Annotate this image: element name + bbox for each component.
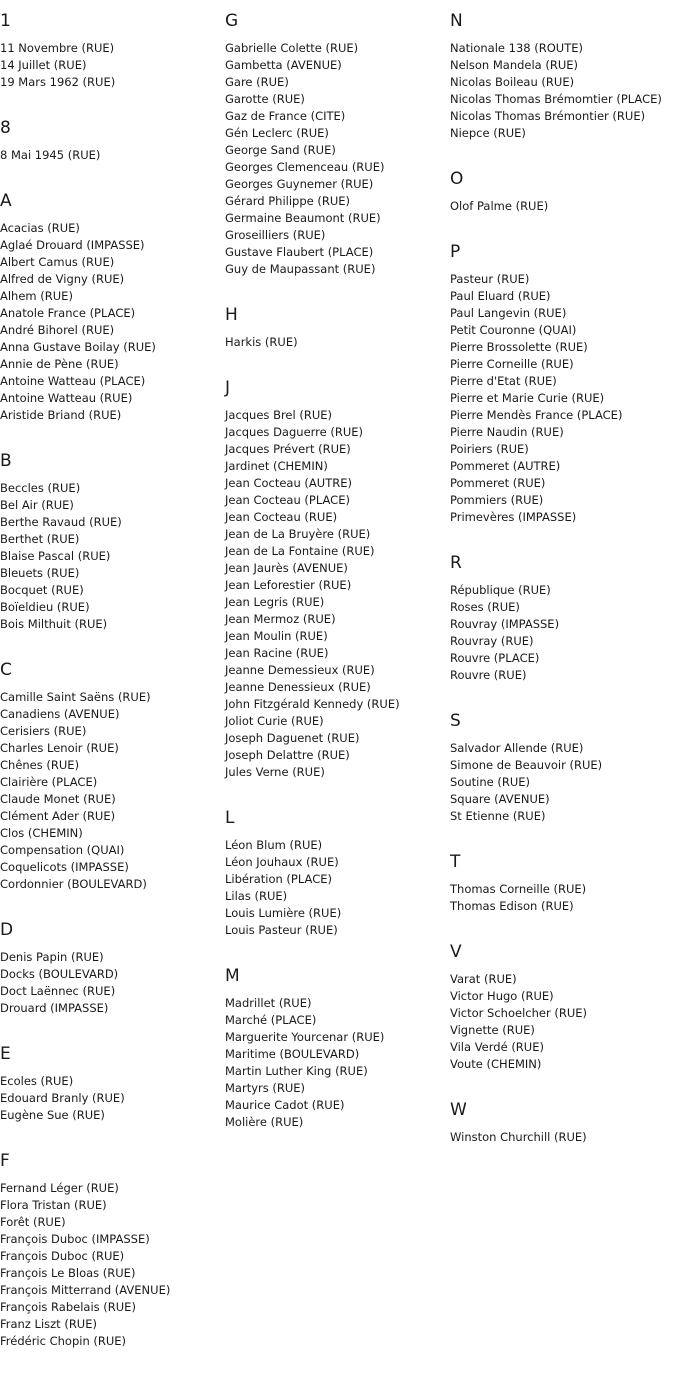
street-link[interactable]: Nicolas Thomas Brémontier (RUE) [450, 109, 646, 123]
street-link[interactable]: François Le Bloas (RUE) [0, 1266, 136, 1280]
street-link[interactable]: Gustave Flaubert (PLACE) [225, 245, 374, 259]
letter-heading: L [225, 808, 235, 828]
street-link[interactable]: Jacques Daguerre (RUE) [225, 425, 364, 439]
street-link[interactable]: Germaine Beaumont (RUE) [225, 211, 381, 225]
street-link[interactable]: Madrillet (RUE) [225, 996, 312, 1010]
letter-heading: N [450, 11, 463, 31]
letter-group [0, 450, 225, 633]
street-link[interactable]: Winston Churchill (RUE) [450, 1130, 587, 1144]
street-link[interactable]: Rouvray (RUE) [450, 634, 534, 648]
street-link[interactable]: John Fitzgérald Kennedy (RUE) [225, 697, 400, 711]
street-link[interactable]: Vila Verdé (RUE) [450, 1040, 544, 1054]
street-link[interactable]: Frédéric Chopin (RUE) [0, 1334, 127, 1348]
street-link[interactable]: Aristide Briand (RUE) [0, 408, 122, 422]
street-link[interactable]: Jean Legris (RUE) [225, 595, 325, 609]
street-link[interactable]: Clément Ader (RUE) [0, 809, 116, 823]
street-list [450, 271, 675, 526]
letter-heading: W [450, 1100, 467, 1120]
street-link[interactable]: Beccles (RUE) [0, 481, 81, 495]
letter-group [0, 117, 225, 164]
street-link[interactable]: Louis Pasteur (RUE) [225, 923, 338, 937]
street-link[interactable]: Acacias (RUE) [0, 221, 80, 235]
street-list [0, 949, 225, 1017]
street-link[interactable]: Jean Cocteau (AUTRE) [225, 476, 352, 490]
street-link[interactable]: Gabrielle Colette (RUE) [225, 41, 359, 55]
street-link[interactable]: Cerisiers (RUE) [0, 724, 87, 738]
street-link[interactable]: Marguerite Yourcenar (RUE) [225, 1030, 385, 1044]
letter-heading: J [225, 378, 231, 398]
street-link[interactable]: République (RUE) [450, 583, 551, 597]
street-link[interactable]: Gérard Philippe (RUE) [225, 194, 351, 208]
street-list [225, 407, 450, 781]
street-list [450, 198, 675, 215]
street-link[interactable]: Guy de Maupassant (RUE) [225, 262, 376, 276]
street-list [450, 740, 675, 825]
letter-group [450, 10, 675, 142]
street-link[interactable]: François Rabelais (RUE) [0, 1300, 136, 1314]
letter-group [0, 919, 225, 1017]
letter-heading: 1 [0, 11, 11, 31]
letter-heading: T [450, 852, 461, 872]
street-link[interactable]: Léon Blum (RUE) [225, 838, 323, 852]
letter-group [225, 965, 450, 1131]
street-link[interactable]: Jeanne Denessieux (RUE) [225, 680, 371, 694]
street-link[interactable]: Jacques Brel (RUE) [225, 408, 333, 422]
street-link[interactable]: Chênes (RUE) [0, 758, 80, 772]
street-link[interactable]: Alfred de Vigny (RUE) [0, 272, 125, 286]
street-link[interactable]: Jardinet (CHEMIN) [225, 459, 328, 473]
street-link[interactable]: Voute (CHEMIN) [450, 1057, 542, 1071]
street-link[interactable]: Marché (PLACE) [225, 1013, 317, 1027]
street-list [0, 40, 225, 91]
street-link[interactable]: Bois Milthuit (RUE) [0, 617, 108, 631]
letter-group [0, 1150, 225, 1350]
street-link[interactable]: Primevères (IMPASSE) [450, 510, 577, 524]
street-link[interactable]: Joliot Curie (RUE) [225, 714, 324, 728]
street-link[interactable]: Fernand Léger (RUE) [0, 1181, 119, 1195]
street-link[interactable]: Annie de Pène (RUE) [0, 357, 119, 371]
street-link[interactable]: Anatole France (PLACE) [0, 306, 136, 320]
street-link[interactable]: Alhem (RUE) [0, 289, 73, 303]
letter-heading: O [450, 169, 464, 189]
street-link[interactable]: François Mitterrand (AVENUE) [0, 1283, 171, 1297]
letter-heading: F [0, 1151, 10, 1171]
street-link[interactable]: Jean Racine (RUE) [225, 646, 329, 660]
street-link[interactable]: Pierre Naudin (RUE) [450, 425, 564, 439]
letter-heading: E [0, 1044, 11, 1064]
street-link[interactable]: Molière (RUE) [225, 1115, 304, 1129]
street-link[interactable]: Martyrs (RUE) [225, 1081, 306, 1095]
street-link[interactable]: Berthe Ravaud (RUE) [0, 515, 122, 529]
street-link[interactable]: Canadiens (AVENUE) [0, 707, 120, 721]
letter-heading: H [225, 305, 238, 325]
street-link[interactable]: Paul Eluard (RUE) [450, 289, 551, 303]
street-list [450, 881, 675, 915]
street-list [225, 995, 450, 1131]
letter-heading: A [0, 191, 12, 211]
street-link[interactable]: Pierre Corneille (RUE) [450, 357, 574, 371]
street-link[interactable]: Blaise Pascal (RUE) [0, 549, 111, 563]
street-link[interactable]: Vignette (RUE) [450, 1023, 535, 1037]
street-link[interactable]: Soutine (RUE) [450, 775, 530, 789]
street-list [0, 220, 225, 424]
street-link[interactable]: Rouvre (RUE) [450, 668, 527, 682]
street-link[interactable]: Georges Clemenceau (RUE) [225, 160, 385, 174]
street-link[interactable]: Drouard (IMPASSE) [0, 1001, 109, 1015]
street-link[interactable]: Jean de La Fontaine (RUE) [225, 544, 375, 558]
letter-heading: P [450, 242, 461, 262]
street-link[interactable]: Thomas Edison (RUE) [450, 899, 574, 913]
street-link[interactable]: Bel Air (RUE) [0, 498, 74, 512]
street-link[interactable]: Nicolas Thomas Brémomtier (PLACE) [450, 92, 662, 106]
street-link[interactable]: Victor Hugo (RUE) [450, 989, 554, 1003]
letter-heading: V [450, 942, 462, 962]
street-list [0, 689, 225, 893]
letter-group [450, 1099, 675, 1146]
street-link[interactable]: Nicolas Boileau (RUE) [450, 75, 575, 89]
street-link[interactable]: François Duboc (RUE) [0, 1249, 125, 1263]
street-link[interactable]: Jules Verne (RUE) [225, 765, 325, 779]
letter-group [225, 10, 450, 278]
letter-group [450, 168, 675, 215]
street-link[interactable]: Martin Luther King (RUE) [225, 1064, 368, 1078]
street-link[interactable]: Jacques Prévert (RUE) [225, 442, 351, 456]
street-link[interactable]: Nelson Mandela (RUE) [450, 58, 579, 72]
letter-group [450, 710, 675, 825]
letter-group [225, 304, 450, 351]
street-link[interactable]: Claude Monet (RUE) [0, 792, 116, 806]
street-link[interactable]: Poiriers (RUE) [450, 442, 529, 456]
street-link[interactable]: Square (AVENUE) [450, 792, 550, 806]
street-link[interactable]: Antoine Watteau (RUE) [0, 391, 133, 405]
street-link[interactable]: Rouvre (PLACE) [450, 651, 540, 665]
street-list [225, 334, 450, 351]
street-link[interactable]: Pommeret (RUE) [450, 476, 546, 490]
street-link[interactable]: Joseph Daguenet (RUE) [225, 731, 360, 745]
street-link[interactable]: Anna Gustave Boilay (RUE) [0, 340, 156, 354]
street-link[interactable]: Coquelicots (IMPASSE) [0, 860, 129, 874]
street-link[interactable]: Jean Cocteau (PLACE) [225, 493, 350, 507]
street-link[interactable]: Edouard Branly (RUE) [0, 1091, 125, 1105]
street-list [450, 971, 675, 1073]
street-link[interactable]: François Duboc (IMPASSE) [0, 1232, 150, 1246]
street-link[interactable]: Gare (RUE) [225, 75, 289, 89]
street-link[interactable]: 14 Juillet (RUE) [0, 58, 87, 72]
street-link[interactable]: 11 Novembre (RUE) [0, 41, 115, 55]
street-link[interactable]: Varat (RUE) [450, 972, 517, 986]
letter-group [0, 1043, 225, 1124]
street-link[interactable]: Thomas Corneille (RUE) [450, 882, 587, 896]
letter-group [450, 851, 675, 915]
street-link[interactable]: Clos (CHEMIN) [0, 826, 83, 840]
street-link[interactable]: 8 Mai 1945 (RUE) [0, 148, 101, 162]
street-link[interactable]: Niepce (RUE) [450, 126, 526, 140]
letter-heading: 8 [0, 118, 11, 138]
street-list [450, 40, 675, 142]
street-link[interactable]: Jean Cocteau (RUE) [225, 510, 338, 524]
street-link[interactable]: Garotte (RUE) [225, 92, 305, 106]
street-link[interactable]: Jean Moulin (RUE) [225, 629, 328, 643]
street-list [225, 837, 450, 939]
street-link[interactable]: Jean Jaurès (AVENUE) [225, 561, 348, 575]
letter-heading: D [0, 920, 14, 940]
street-link[interactable]: Pommiers (RUE) [450, 493, 544, 507]
street-link[interactable]: Gambetta (AVENUE) [225, 58, 342, 72]
street-link[interactable]: Groseilliers (RUE) [225, 228, 326, 242]
street-list [0, 147, 225, 164]
street-column [0, 10, 225, 1376]
street-link[interactable]: Georges Guynemer (RUE) [225, 177, 374, 191]
street-link[interactable]: Pierre et Marie Curie (RUE) [450, 391, 605, 405]
street-link[interactable]: Aglaé Drouard (IMPASSE) [0, 238, 145, 252]
street-link[interactable]: Jean Mermoz (RUE) [225, 612, 336, 626]
street-link[interactable]: Olof Palme (RUE) [450, 199, 549, 213]
street-list [0, 1073, 225, 1124]
street-link[interactable]: Maurice Cadot (RUE) [225, 1098, 345, 1112]
street-list [225, 40, 450, 278]
street-list [450, 1129, 675, 1146]
letter-heading: M [225, 966, 240, 986]
street-link[interactable]: Denis Papin (RUE) [0, 950, 104, 964]
street-link[interactable]: Bocquet (RUE) [0, 583, 84, 597]
street-column [450, 10, 675, 1172]
street-link[interactable]: Albert Camus (RUE) [0, 255, 115, 269]
letter-group [225, 377, 450, 781]
street-link[interactable]: Harkis (RUE) [225, 335, 298, 349]
street-link[interactable]: Jeanne Demessieux (RUE) [225, 663, 375, 677]
street-link[interactable]: Gaz de France (CITE) [225, 109, 346, 123]
letter-group [225, 807, 450, 939]
street-link[interactable]: Doct Laënnec (RUE) [0, 984, 116, 998]
street-list [0, 1180, 225, 1350]
street-list [0, 480, 225, 633]
street-link[interactable]: Ecoles (RUE) [0, 1074, 74, 1088]
street-link[interactable]: Simone de Beauvoir (RUE) [450, 758, 603, 772]
street-link[interactable]: Salvador Allende (RUE) [450, 741, 584, 755]
street-link[interactable]: Antoine Watteau (PLACE) [0, 374, 146, 388]
street-link[interactable]: Lilas (RUE) [225, 889, 288, 903]
street-link[interactable]: Compensation (QUAI) [0, 843, 125, 857]
street-link[interactable]: Camille Saint Saëns (RUE) [0, 690, 151, 704]
letter-heading: S [450, 711, 461, 731]
letter-group [450, 941, 675, 1073]
street-link[interactable]: Forêt (RUE) [0, 1215, 66, 1229]
street-link[interactable]: Joseph Delattre (RUE) [225, 748, 350, 762]
street-link[interactable]: 19 Mars 1962 (RUE) [0, 75, 116, 89]
street-link[interactable]: Nationale 138 (ROUTE) [450, 41, 583, 55]
letter-group [0, 659, 225, 893]
street-link[interactable]: André Bihorel (RUE) [0, 323, 115, 337]
street-link[interactable]: Eugène Sue (RUE) [0, 1108, 105, 1122]
street-link[interactable]: Clairière (PLACE) [0, 775, 98, 789]
street-link[interactable]: Franz Liszt (RUE) [0, 1317, 97, 1331]
street-link[interactable]: Docks (BOULEVARD) [0, 967, 119, 981]
street-link[interactable]: St Etienne (RUE) [450, 809, 546, 823]
street-link[interactable]: Pierre d'Etat (RUE) [450, 374, 557, 388]
street-link[interactable]: Léon Jouhaux (RUE) [225, 855, 339, 869]
letter-heading: G [225, 11, 239, 31]
street-link[interactable]: Roses (RUE) [450, 600, 520, 614]
street-link[interactable]: Pasteur (RUE) [450, 272, 530, 286]
letter-group [450, 241, 675, 526]
street-link[interactable]: Libération (PLACE) [225, 872, 332, 886]
street-link[interactable]: Pierre Mendès France (PLACE) [450, 408, 623, 422]
letter-heading: R [450, 553, 462, 573]
street-column [225, 10, 450, 1157]
street-link[interactable]: Jean de La Bruyère (RUE) [225, 527, 371, 541]
street-link[interactable]: Pierre Brossolette (RUE) [450, 340, 588, 354]
street-link[interactable]: Maritime (BOULEVARD) [225, 1047, 360, 1061]
street-link[interactable]: George Sand (RUE) [225, 143, 336, 157]
street-link[interactable]: Cordonnier (BOULEVARD) [0, 877, 147, 891]
street-link[interactable]: Gén Leclerc (RUE) [225, 126, 329, 140]
street-link[interactable]: Jean Leforestier (RUE) [225, 578, 352, 592]
letter-group [0, 10, 225, 91]
letter-heading: B [0, 451, 12, 471]
street-link[interactable]: Rouvray (IMPASSE) [450, 617, 560, 631]
letter-heading: C [0, 660, 12, 680]
street-link[interactable]: Pommeret (AUTRE) [450, 459, 561, 473]
street-link[interactable]: Victor Schoelcher (RUE) [450, 1006, 587, 1020]
street-list [450, 582, 675, 684]
street-link[interactable]: Boïeldieu (RUE) [0, 600, 90, 614]
letter-group [450, 552, 675, 684]
letter-group [0, 190, 225, 424]
street-link[interactable]: Flora Tristan (RUE) [0, 1198, 107, 1212]
street-link[interactable]: Bleuets (RUE) [0, 566, 80, 580]
street-link[interactable]: Berthet (RUE) [0, 532, 80, 546]
street-link[interactable]: Louis Lumière (RUE) [225, 906, 342, 920]
street-link[interactable]: Petit Couronne (QUAI) [450, 323, 577, 337]
street-link[interactable]: Charles Lenoir (RUE) [0, 741, 119, 755]
street-link[interactable]: Paul Langevin (RUE) [450, 306, 567, 320]
